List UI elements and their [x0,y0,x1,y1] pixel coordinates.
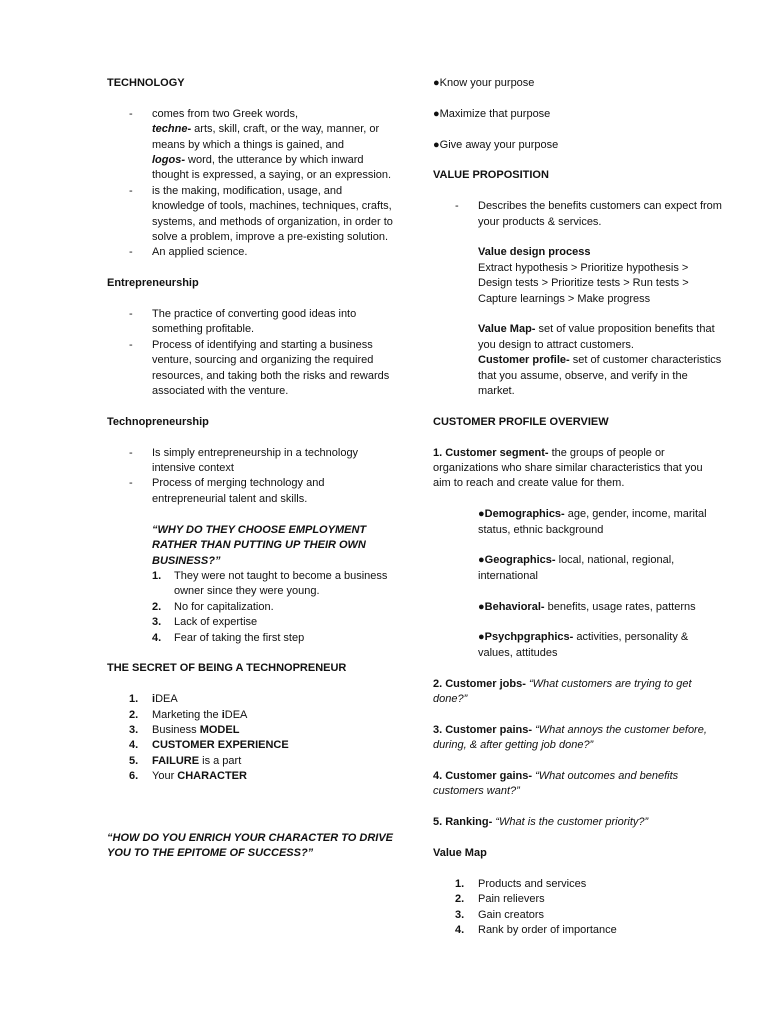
list-item [107,476,397,507]
list-item [107,245,397,260]
customer-profile-heading: CUSTOMER PROFILE OVERVIEW [433,415,609,428]
segment-item: ●Behavioral- benefits, usage rates, patterns [478,600,696,613]
dash-bullet: - [129,107,133,120]
list-item: 2. Pain relievers [455,893,545,906]
list-text: Is simply entrepreneurship in a technology intensive context [152,446,359,475]
list-item: 5. FAILURE is a part [129,754,242,767]
segment-item: ●Geographics- local, national, regional, international [478,554,675,582]
dash-bullet: - [455,200,459,213]
dash-bullet: - [129,477,133,490]
left-column [107,76,397,862]
customer-gains: 4. Customer gains- “What outcomes and benefits customers want?” [433,770,679,798]
purpose-line: ●Maximize that purpose [433,107,551,120]
list-item [107,107,397,122]
list-item: 2. Marketing the iDEA [129,708,248,721]
purpose-line: ●Know your purpose [433,77,535,89]
list-text: Describes the benefits customers can expect from your products & services. [478,200,722,228]
value-design-heading: Value design process [478,246,591,259]
list-item [107,446,397,477]
list-text: comes from two Greek words, [152,107,299,120]
segment-item: ●Demographics- age, gender, income, marital status, ethnic background [478,508,707,536]
list-item: 3. Gain creators [455,908,545,921]
employment-question: “WHY DO THEY CHOOSE EMPLOYMENT RATHER THAN PUTTING UP THEIR OWN BUSINESS?” [152,523,367,567]
list-item [433,199,723,230]
purpose-line: ●Give away your purpose [433,138,559,151]
list-item: 1. iDEA [129,693,178,706]
list-item: 2. No for capitalization. [152,600,274,613]
list-item: 3. Lack of expertise [152,616,258,629]
secret-heading: THE SECRET OF BEING A TECHNOPRENEUR [107,662,347,675]
technology-heading: TECHNOLOGY [107,77,185,89]
closing-question: “HOW DO YOU ENRICH YOUR CHARACTER TO DRIVE YOU TO THE EPITOME OF SUCCESS?” [107,831,394,860]
list-item [107,184,397,246]
list-item: 1. Products and services [455,877,587,890]
dash-bullet: - [129,246,133,259]
list-item [107,307,397,338]
reasons-list [107,569,397,646]
dash-bullet: - [129,308,133,321]
list-item: 4. Fear of taking the first step [152,631,305,644]
right-column [433,76,723,938]
list-item: 6. Your CHARACTER [129,770,247,783]
customer-profile-definition: Customer profile- set of customer characteristics that you assume, observe, and verify in the market. [478,354,722,398]
list-item [107,338,397,400]
list-item: 3. Business MODEL [129,723,240,736]
dash-bullet: - [129,184,133,197]
list-text: The practice of converting good ideas into something profitable. [152,308,357,336]
entrepreneurship-heading: Entrepreneurship [107,277,199,290]
segment-item: ●Psychpgraphics- activities, personality & values, attitudes [478,631,689,659]
ranking: 5. Ranking- “What is the customer priority?” [433,816,649,829]
list-text: An applied science. [152,246,248,259]
list-item: 1. They were not taught to become a business owner since they were young. [152,569,388,598]
list-item: 4. Rank by order of importance [455,924,617,937]
list-text: is the making, modification, usage, and knowledge of tools, machines, techniques, crafts, systems, and methods of organization, in order to solve a problem, improve a pre-existing solution. [152,184,393,244]
value-design-process: Extract hypothesis > Prioritize hypothesis > Design tests > Prioritize tests > Run tests > Capture learnings > Make progress [478,261,689,305]
technopreneurship-heading: Technopreneurship [107,415,209,428]
list-text: Process of identifying and starting a business venture, sourcing and organizing the required resources, and taking both the risks and rewards associated with the venture. [152,338,390,398]
value-map-heading: Value Map [433,847,487,860]
value-proposition-heading: VALUE PROPOSITION [433,169,549,182]
customer-pains: 3. Customer pains- “What annoys the customer before, during, & after getting job done?” [433,723,707,752]
definition-logos: logos- word, the utterance by which inward thought is expressed, a saying, or an expression. [152,154,392,182]
value-map-definition: Value Map- set of value proposition benefits that you design to attract customers. [478,323,715,351]
list-text: Process of merging technology and entrepreneurial talent and skills. [152,477,325,505]
list-item: 4. CUSTOMER EXPERIENCE [129,739,289,752]
dash-bullet: - [129,446,133,459]
customer-segment: 1. Customer segment- the groups of people or organizations who share similar characteristics that you aim to reach and create value for them. [433,446,703,490]
definition-techne: techne- arts, skill, craft, or the way, manner, or means by which a things is gained, and [152,123,380,151]
dash-bullet: - [129,338,133,351]
customer-jobs: 2. Customer jobs- “What customers are trying to get done?” [433,677,692,706]
